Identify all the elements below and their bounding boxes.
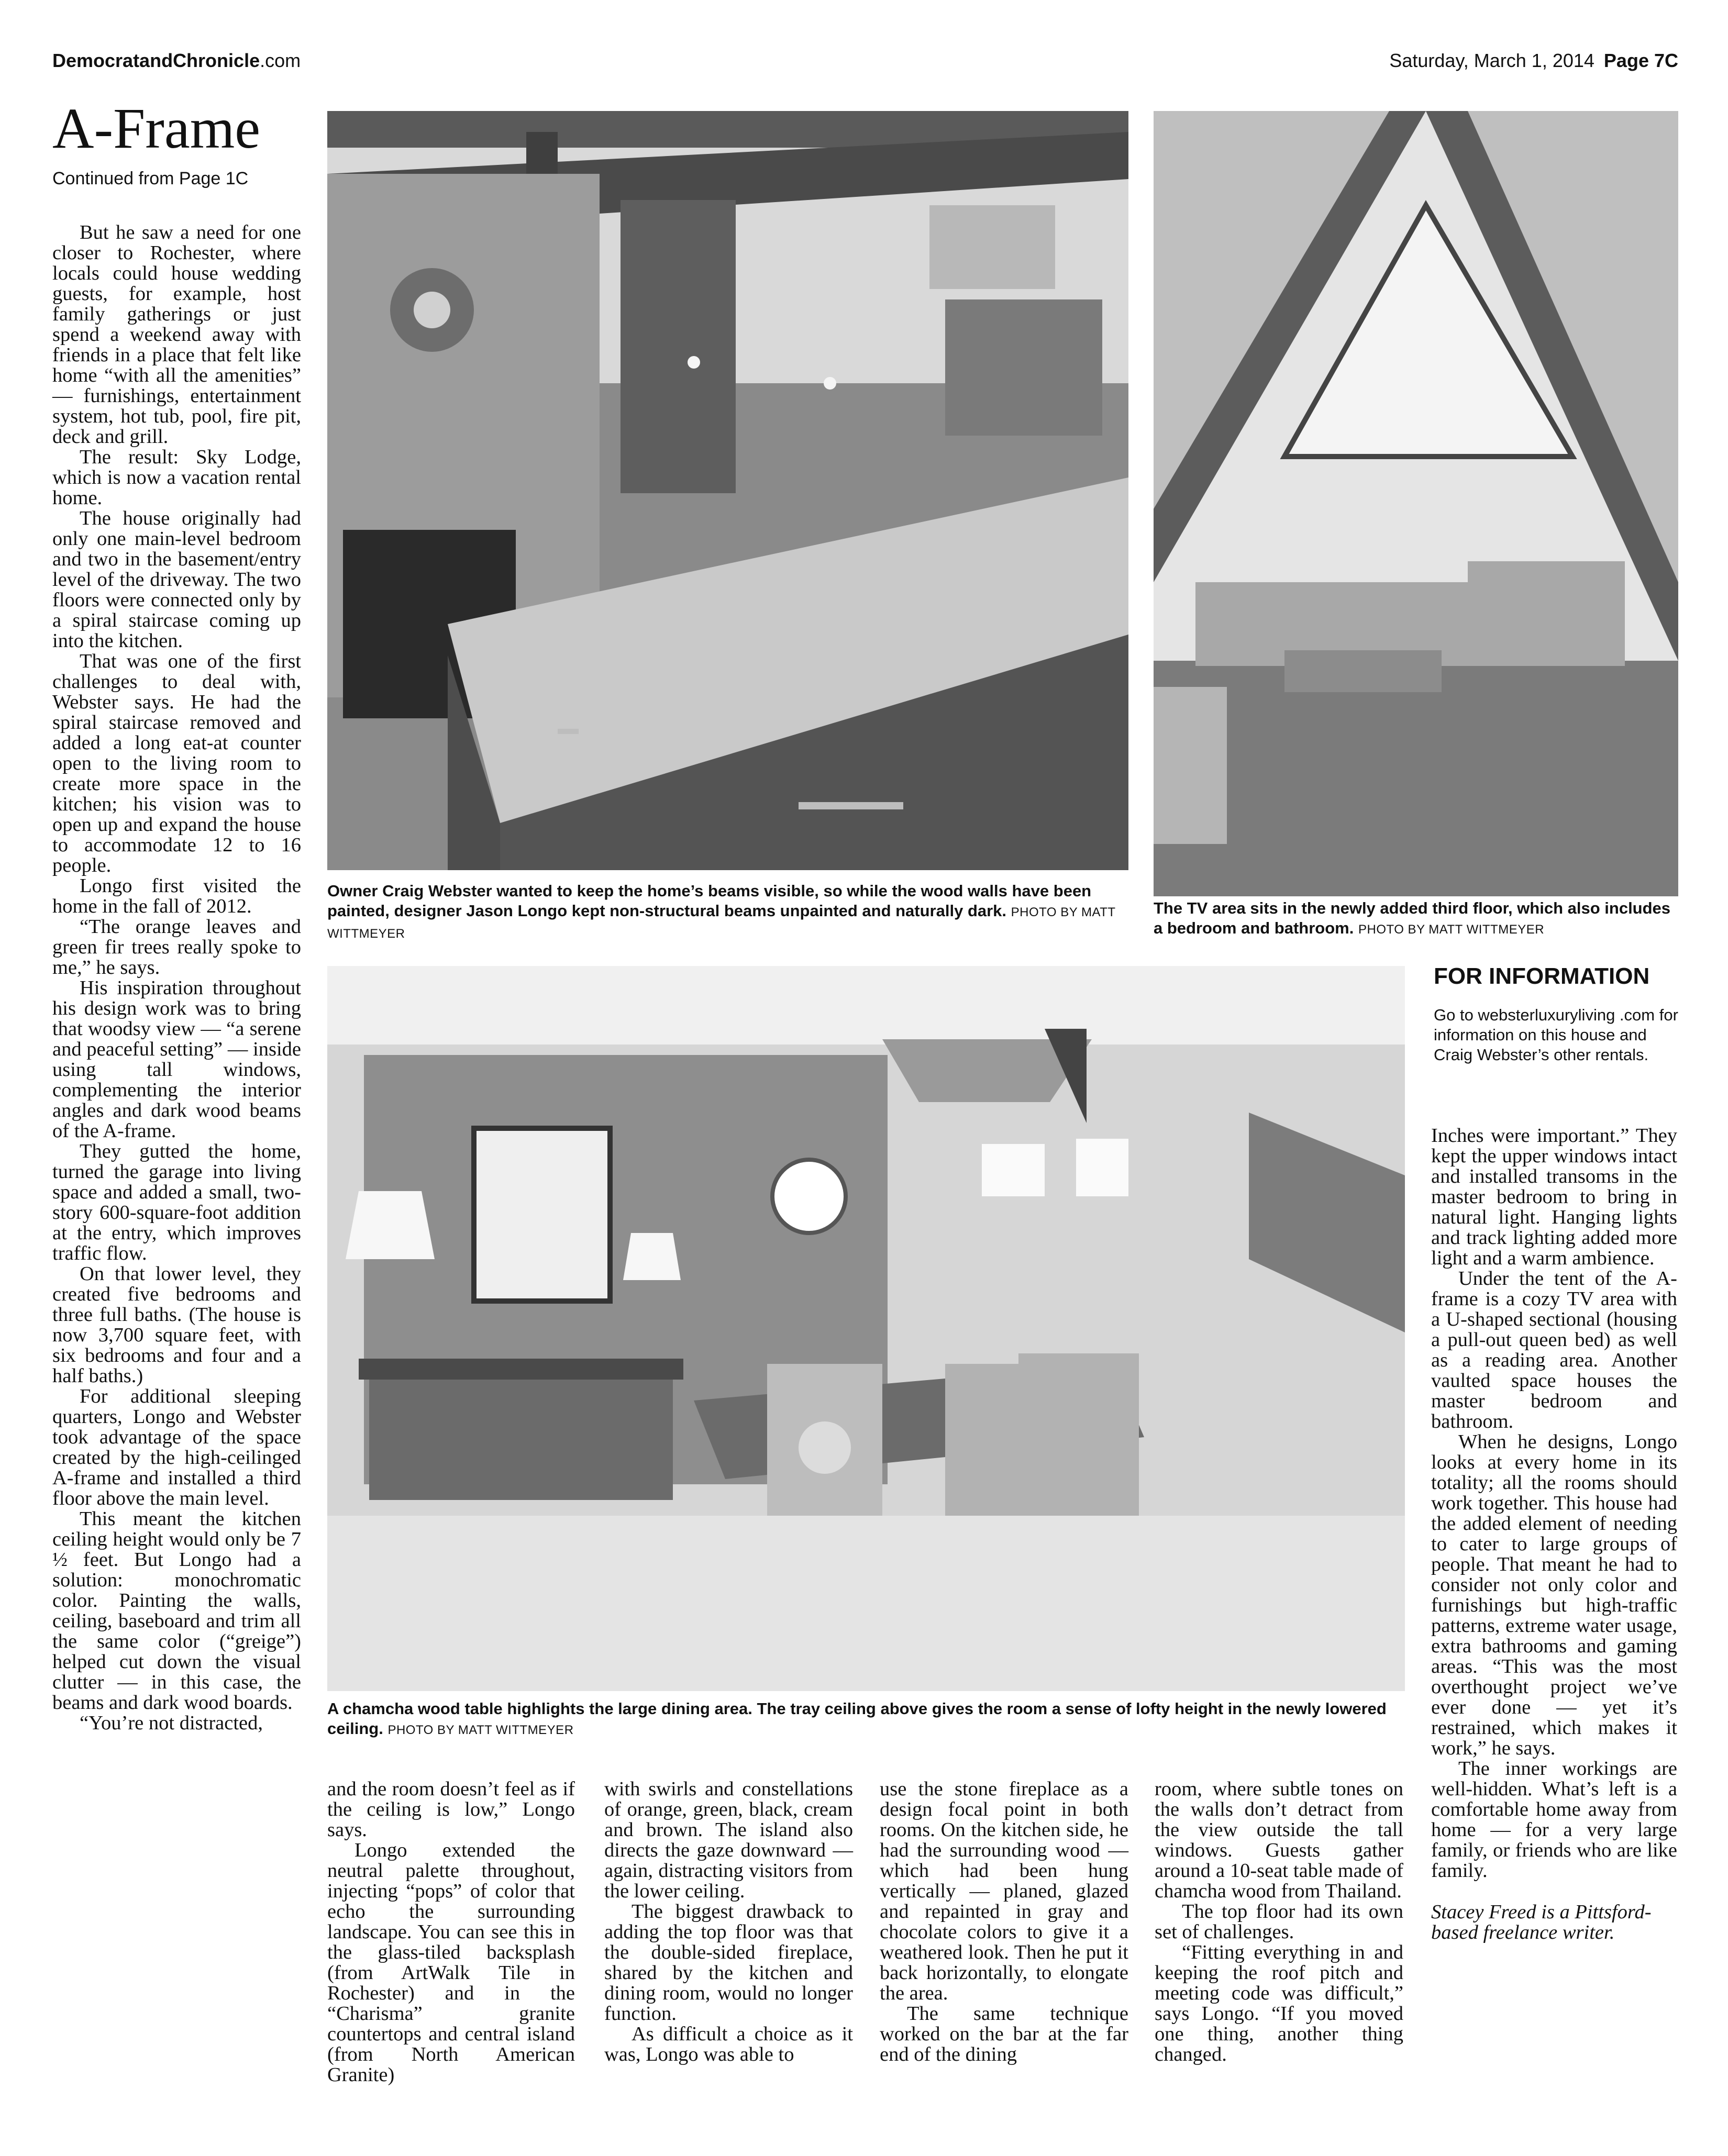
paragraph: On that lower level, they created five bedrooms and three full baths. (The house is now 3,700 square feet, with six bedrooms and four and a half baths.) (52, 1263, 301, 1387)
tv-area-caption (1154, 898, 1682, 940)
paragraph: But he saw a need for one closer to Rochester, where locals could house wedding guests, for example, host family gatherings or just spend a weekend away with friends in a place that felt like home “with all the amenities” — furnishings, entertainment system, hot tub, pool, fire pit, deck and grill. (52, 221, 301, 448)
paragraph: Under the tent of the A-frame is a cozy TV area with a U-shaped sectional (housing a pull-out queen bed) as well as a reading area. Another vaulted space houses the master bedroom and bathroom. (1431, 1268, 1677, 1432)
paragraph: The same technique worked on the bar at the far end of the dining (880, 2003, 1128, 2065)
info-body: Go to websterluxuryliving .com for information on this house and Craig Webster’s other rentals. (1434, 1006, 1678, 1064)
masthead-suffix: .com (260, 50, 301, 71)
paragraph: and the room doesn’t feel as if the ceiling is low,” Longo says. (327, 1778, 575, 1841)
article-column-4 (880, 1779, 1128, 2065)
paragraph: The biggest drawback to adding the top floor was that the double-sided fireplace, shared by the kitchen and dining room, would no longer function. (604, 1901, 853, 2025)
dateline (1389, 50, 1678, 72)
paragraph: They gutted the home, turned the garage into living space and added a small, two-story 600-square-foot addition at the entry, which improves traffic flow. (52, 1140, 301, 1264)
paragraph: As difficult a choice as it was, Longo was able to (604, 2023, 853, 2065)
paragraph: This meant the kitchen ceiling height would only be 7 ½ feet. But Longo had a solution: monochromatic color. Painting the walls, ceiling, baseboard and trim all the same color (“greige”) helped cut down the visual clutter — in this case, the beams and dark wood boards. (52, 1508, 301, 1714)
article-column-1 (52, 223, 301, 1733)
paragraph: “You’re not distracted, (80, 1712, 263, 1734)
paragraph: room, where subtle tones on the walls don’t detract from the view outside the tall windows. Guests gather around a 10-seat table made of chamcha wood from Thailand. (1155, 1778, 1403, 1902)
paragraph: For additional sleeping quarters, Longo and Webster took advantage of the space created by the high-ceilinged A-frame and installed a third floor above the main level. (52, 1385, 301, 1509)
dining-caption (327, 1699, 1406, 1740)
caption-text: A chamcha wood table highlights the large dining area. The tray ceiling above gives the room a sense of lofty height in the newly lowered ceiling. (327, 1699, 1387, 1738)
masthead-brand: DemocratandChronicle (52, 50, 260, 71)
dining-photo (327, 966, 1405, 1691)
paragraph: “Fitting everything in and keeping the roof pitch and meeting code was difficult,” says Longo. “If you moved one thing, another thing changed. (1155, 1941, 1403, 2065)
paragraph: Longo first visited the home in the fall of 2012. (52, 875, 301, 917)
author-byline: Stacey Freed is a Pittsford-based freelance writer. (1431, 1901, 1652, 1943)
article-column-2 (327, 1779, 575, 2085)
paragraph: with swirls and constellations of orange, green, black, cream and brown. The island also directs the gaze downward — again, distracting visitors from the lower ceiling. (604, 1778, 853, 1902)
continued-note: Continued from Page 1C (52, 169, 249, 188)
article-column-3 (604, 1779, 853, 2065)
paragraph: use the stone fireplace as a design focal point in both rooms. On the kitchen side, he had the surrounding wood — which had been hung vertically — planed, glazed and repainted in gray and chocolate colors to give it a weathered look. Then he put it back horizontally, to elongate the area. (880, 1778, 1128, 2004)
kitchen-caption (327, 881, 1131, 944)
photo-credit: PHOTO BY MATT WITTMEYER (1358, 923, 1545, 937)
info-heading: FOR INFORMATION (1434, 963, 1650, 989)
headline: A-Frame (52, 96, 261, 160)
article-column-5 (1155, 1779, 1403, 2065)
paragraph: The house originally had only one main-level bedroom and two in the basement/entry level of the driveway. The two floors were connected only by a spiral staircase coming up into the kitchen. (52, 507, 301, 652)
issue-date: Saturday, March 1, 2014 (1389, 50, 1594, 71)
paragraph: Longo extended the neutral palette throughout, injecting “pops” of color that echo the surrounding landscape. You can see this in the glass-tiled backsplash (from ArtWalk Tile in Rochester) and in the “Charisma” granite countertops and central island (from North American Granite) (327, 1839, 575, 2086)
paragraph: “The orange leaves and green fir trees really spoke to me,” he says. (52, 916, 301, 979)
caption-text: Owner Craig Webster wanted to keep the home’s beams visible, so while the wood walls have been painted, designer Jason Longo kept non-structural beams unpainted and naturally dark. (327, 882, 1092, 920)
caption-text: The TV area sits in the newly added third floor, which also includes a bedroom and bathroom. (1154, 899, 1671, 937)
photo-credit: PHOTO BY MATT WITTMEYER (387, 1723, 574, 1737)
paragraph: Inches were important.” They kept the upper windows intact and installed transoms in the master bedroom to bring in natural light. Hanging lights and track lighting added more light and a warm ambience. (1431, 1125, 1677, 1269)
paragraph: The top floor had its own set of challenges. (1155, 1901, 1403, 1943)
paragraph: The result: Sky Lodge, which is now a vacation rental home. (52, 446, 301, 509)
tv-area-photo (1154, 111, 1678, 896)
paragraph: The inner workings are well-hidden. What’s left is a comfortable home away from home — for a very large family, or friends who are like family. (1431, 1758, 1677, 1882)
kitchen-photo (327, 111, 1128, 870)
paragraph: When he designs, Longo looks at every home in its totality; all the rooms should work together. This house had the added element of needing to cater to large groups of people. That meant he had to consider not only color and furnishings but high-traffic patterns, extreme water usage, extra bathrooms and gaming areas. “This was the most overthought project we’ve ever done — yet it’s restrained, which makes it work,” he says. (1431, 1431, 1677, 1759)
page-number: Page 7C (1603, 50, 1678, 71)
photo-credit: PHOTO BY MATT WITTMEYER (327, 905, 1116, 941)
article-column-6 (1431, 1126, 1677, 1943)
paragraph: His inspiration throughout his design work was to bring that woodsy view — “a serene and peaceful setting” — inside using tall windows, complementing the interior angles and dark wood beams of the A-frame. (52, 977, 301, 1142)
masthead (52, 50, 301, 72)
paragraph: That was one of the first challenges to deal with, Webster says. He had the spiral staircase removed and added a long eat-at counter open to the living room to create more space in the kitchen; his vision was to open up and expand the house to accommodate 12 to 16 people. (52, 650, 301, 876)
